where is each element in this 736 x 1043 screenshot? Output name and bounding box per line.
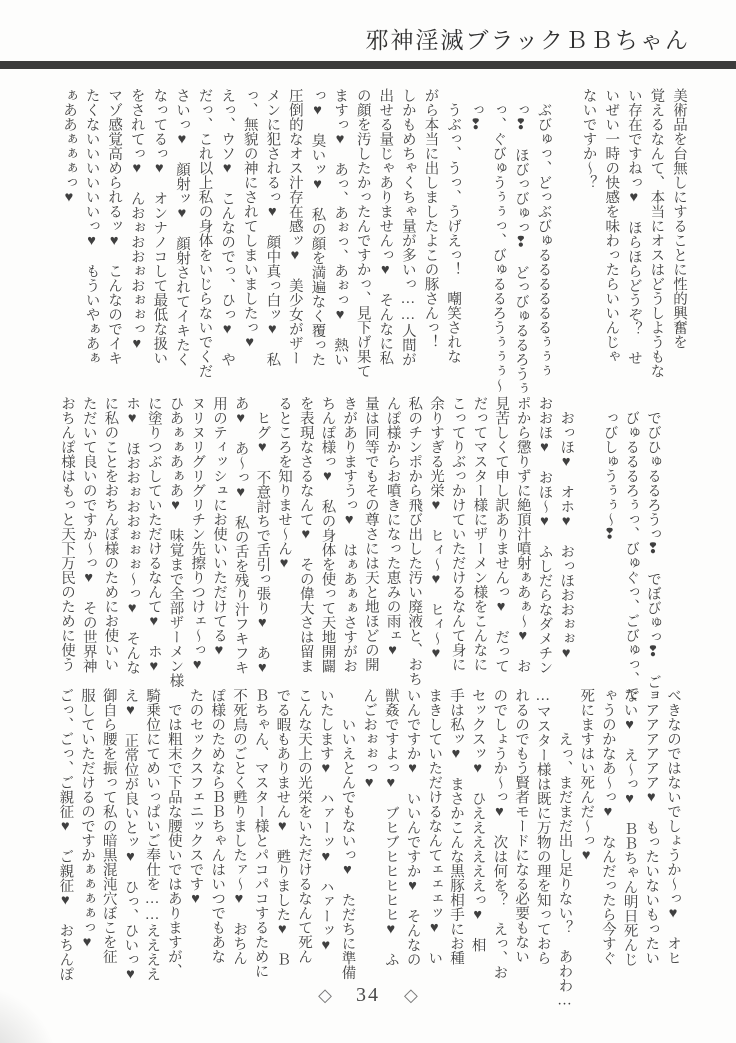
- text-column: のでしょうか～っ♥ 次は何を？ えっ、お: [491, 688, 508, 980]
- text-column: っ❢ ほびっびゅっ❢ どっびゅるるろうぅ: [512, 88, 529, 396]
- text-column: [554, 88, 577, 380]
- text-column: んごおぉぉっ♥: [361, 688, 378, 791]
- text-column: っ、ぐびゅうぅぅっ、びゅるるろうぅぅぅ～: [490, 88, 507, 393]
- text-column: べきなのではないでしょうか～っ♥ オヒ: [665, 688, 681, 965]
- text-column: の顔を汚したかったんですかっ、見下げ果て: [354, 88, 371, 378]
- text-column: 服していただけるのですかぁぁぁぁっ♥: [79, 688, 96, 951]
- text-column: ホ♥ ほおおぉおおぉぉぉ～っ♥ そんな: [124, 396, 141, 675]
- text-column: ないですか～？: [580, 88, 597, 190]
- text-column: マゾ感覚高められるッ♥ こんなのでイキ: [106, 88, 123, 365]
- text-column: ただいて良いのですか～っ♥ その世界神: [80, 396, 97, 673]
- text-column: ますっ♥ あっ、あぉっ、あぉっ♥ 熱い: [332, 88, 349, 367]
- text-column: しかもめちゃくちゃ量が多いっ……人間が: [399, 88, 416, 367]
- text-column: いんですか♥ いいんですか♥ そんなの: [404, 688, 421, 967]
- text-column: 圧倒的なオス汁存在感ッ♥ 美少女がザー: [286, 88, 303, 365]
- page-footer: [0, 984, 736, 1007]
- text-column: っ♥ 臭いッ♥ 私の顔を満遍なく覆った: [309, 88, 326, 367]
- text-column: っびしゅうぅぅ～❢: [601, 396, 618, 543]
- text-column: あ♥ あ～っ♥ 私の舌を残り汁フキフキ: [232, 396, 249, 675]
- text-column: こんな天上の光栄をいただけるなんて死ん: [296, 688, 313, 964]
- text-column: 覚えるなんて、本当にオスはどうしようもな: [648, 88, 665, 378]
- text-column: Ｂちゃん、マスター様とパコパコするために: [252, 688, 269, 978]
- text-column: 不死鳥のごとく甦りましたァ～♥ おちん: [230, 688, 247, 965]
- text-column: え♥ 正常位が良いとッ♥ ひっ、ひいっ♥: [122, 688, 139, 983]
- text-column: では粗末で下品な腰使いではありますが、: [165, 688, 182, 978]
- text-column: うぶっ、うっ、うげえっ！ 嘲笑されな: [445, 88, 462, 364]
- text-column: いいえとんでもないっ♥ ただちに準備: [339, 688, 356, 980]
- text-column: 出せる量じゃありませんっ♥ そんなに私: [377, 88, 394, 365]
- text-column: い存在ですねっ♥ ほらほらどうぞ？ せ: [625, 88, 642, 365]
- text-column: ごっ、ごっ、ご親征♥ ご親征♥ おちんぽ: [57, 688, 74, 981]
- text-column: 私のチンポから飛び出した汚い廃液と、おち: [406, 396, 423, 686]
- diamond-ornament-left-icon: ◇: [318, 985, 332, 1005]
- text-column: だってマスター様にザーメン様をこんなに: [471, 396, 488, 672]
- text-column: ぶびゅっ、どっぶびゅるるるるるるぅぅぅ: [535, 88, 552, 378]
- text-column: 量は同等でもその尊さには天と地ほどの開: [362, 396, 379, 672]
- text-column: こってりぶっかけていただけるなんて身に: [449, 396, 466, 672]
- text-column: さいっ♥ 顔射ッ♥ 顔射されてイキたく: [173, 88, 190, 367]
- text-column: セックスッ♥ ひええええええっ♥ 相: [469, 688, 486, 952]
- text-column: でる暇もありません♥ 甦りました♥ Ｂ: [274, 688, 291, 967]
- text-column: 美術品を台無しにすることに性的興奮を: [671, 88, 687, 349]
- text-column: 死にますはい死んだ～っ♥: [578, 688, 595, 864]
- text-column: …マスター様は既に万物の理を知っておら: [534, 688, 551, 965]
- text-column: 用のティッシュにお使いいただけてる♥: [210, 396, 227, 659]
- text-column: ヌリヌリグリグリチン先擦りつけェ～っ♥: [189, 396, 206, 673]
- page-number: 34: [356, 984, 380, 1006]
- text-column: えっ、まだまだ出し足りない？ あわわ…: [556, 688, 573, 1009]
- text-column: だっ、これ以上私の身体をいじらないでくだ: [196, 88, 213, 378]
- text-column: 獣姦ですよっ♥ ブヒブヒヒヒヒヒ♥ ふ: [382, 688, 399, 967]
- text-column: びゅるるるろぅっ、びゅぐっ、ごびゅっ、で: [623, 396, 640, 701]
- text-column: ひあぁぁあぁあ♥ 味覚まで全部ザーメン様: [167, 396, 184, 688]
- text-column: まきしていただけるなんてェェェッ♥ い: [426, 688, 443, 965]
- text-column: いたします♥ ハァーッ♥ ハァーッ♥: [317, 688, 334, 954]
- text-column: っ、無貌の神にされてしまいましたっ♥: [241, 88, 258, 351]
- text-column: えっ、ウソ♥ こんなのでっ、ひっ♥ や: [219, 88, 236, 367]
- text-column: でびひゅるるろうっ❢ でぼびゅっ❢ ご: [645, 396, 661, 689]
- text-column: 御自ら腰を振って私の暗黒混沌穴ぼこを征: [100, 688, 117, 964]
- text-column: るところを知りませ～ん♥: [276, 396, 293, 572]
- text-column: [576, 396, 598, 684]
- text-column: 余りすぎる光栄♥ ヒィ～♥ ヒィ～♥: [427, 396, 444, 662]
- text-column: に塗りつぶしていただけるなんて♥ ホ♥: [145, 396, 162, 675]
- text-column: がら本当に出しましたよこの豚さんっ！: [422, 88, 439, 349]
- text-column: ぁああぁぁぁっ♥: [60, 88, 77, 206]
- title-rule-divider: [0, 61, 736, 69]
- text-column: ちんぽ様っ♥ 私の身体を使って天地開闢: [319, 396, 336, 673]
- text-column: たくないいいいいいっ♥ もういやぁあぁ: [83, 88, 100, 365]
- diamond-ornament-right-icon: ◇: [404, 985, 418, 1005]
- text-block: [57, 88, 690, 396]
- text-column: メンに犯されるっ♥ 顔中真っ白ッ♥ 私: [264, 88, 281, 367]
- text-column: おっほ♥ オホ♥ おっほおおぉぉ♥: [558, 396, 575, 662]
- text-column: 見苦しくて申し訳ありませんっ♥ だって: [493, 396, 510, 673]
- text-column: ョアアアアアア♥ もったいないもったい: [643, 688, 660, 965]
- text-column: たのセックスフェニックスです♥: [187, 688, 204, 907]
- text-column: を表現なさるなんて♥ その偉大さは留ま: [297, 396, 314, 673]
- text-column: をされてっ♥ んおぉおおぉおぉぉっ♥: [128, 88, 145, 352]
- text-column: きがありますうっ♥ はぁあぁぁさすがお: [341, 396, 358, 673]
- text-column: に私のことをおちんぽ様のためにお使いい: [102, 396, 119, 672]
- page-title: 邪神淫滅ブラックＢＢちゃん: [365, 28, 690, 53]
- text-column: ポから懲りずに絶頂汁噴射ぁあぁ～♥ お: [514, 396, 531, 673]
- text-block: [55, 396, 663, 701]
- text-column: ぽ様のためならＢＢちゃんはいつでもあな: [209, 688, 226, 964]
- text-column: んぽ様からお噴きになった恵みの雨ェ♥: [384, 396, 401, 659]
- text-column: おちんぽ様はもっと天下万民のために使う: [59, 396, 76, 672]
- text-column: れるのでもう賢者モードになる必要もない: [513, 688, 530, 964]
- text-column: なってるっ♥ オンナノコして最低な扱い: [151, 88, 168, 365]
- text-column: おおほ♥ おほ～♥ ふしだらなダメチン: [536, 396, 553, 675]
- text-column: いぜい一時の快感を味わったらいいんじゃ: [603, 88, 620, 364]
- text-column: ゃうのかなあ～っ♥ なんだったら今すぐ: [599, 688, 616, 965]
- text-column: ない♥ え～っ♥ ＢＢちゃん明日死んじ: [621, 688, 638, 967]
- text-column: ヒグ♥ 不意討ちで舌引っ張り♥ あ♥: [254, 396, 271, 676]
- text-column: っ❢: [467, 88, 484, 133]
- text-column: 騎乗位にてめいっぱいご奉仕を……ええええ: [144, 688, 161, 981]
- text-column: 手は私ッ♥ まさかこんな黒豚相手にお種: [447, 688, 464, 965]
